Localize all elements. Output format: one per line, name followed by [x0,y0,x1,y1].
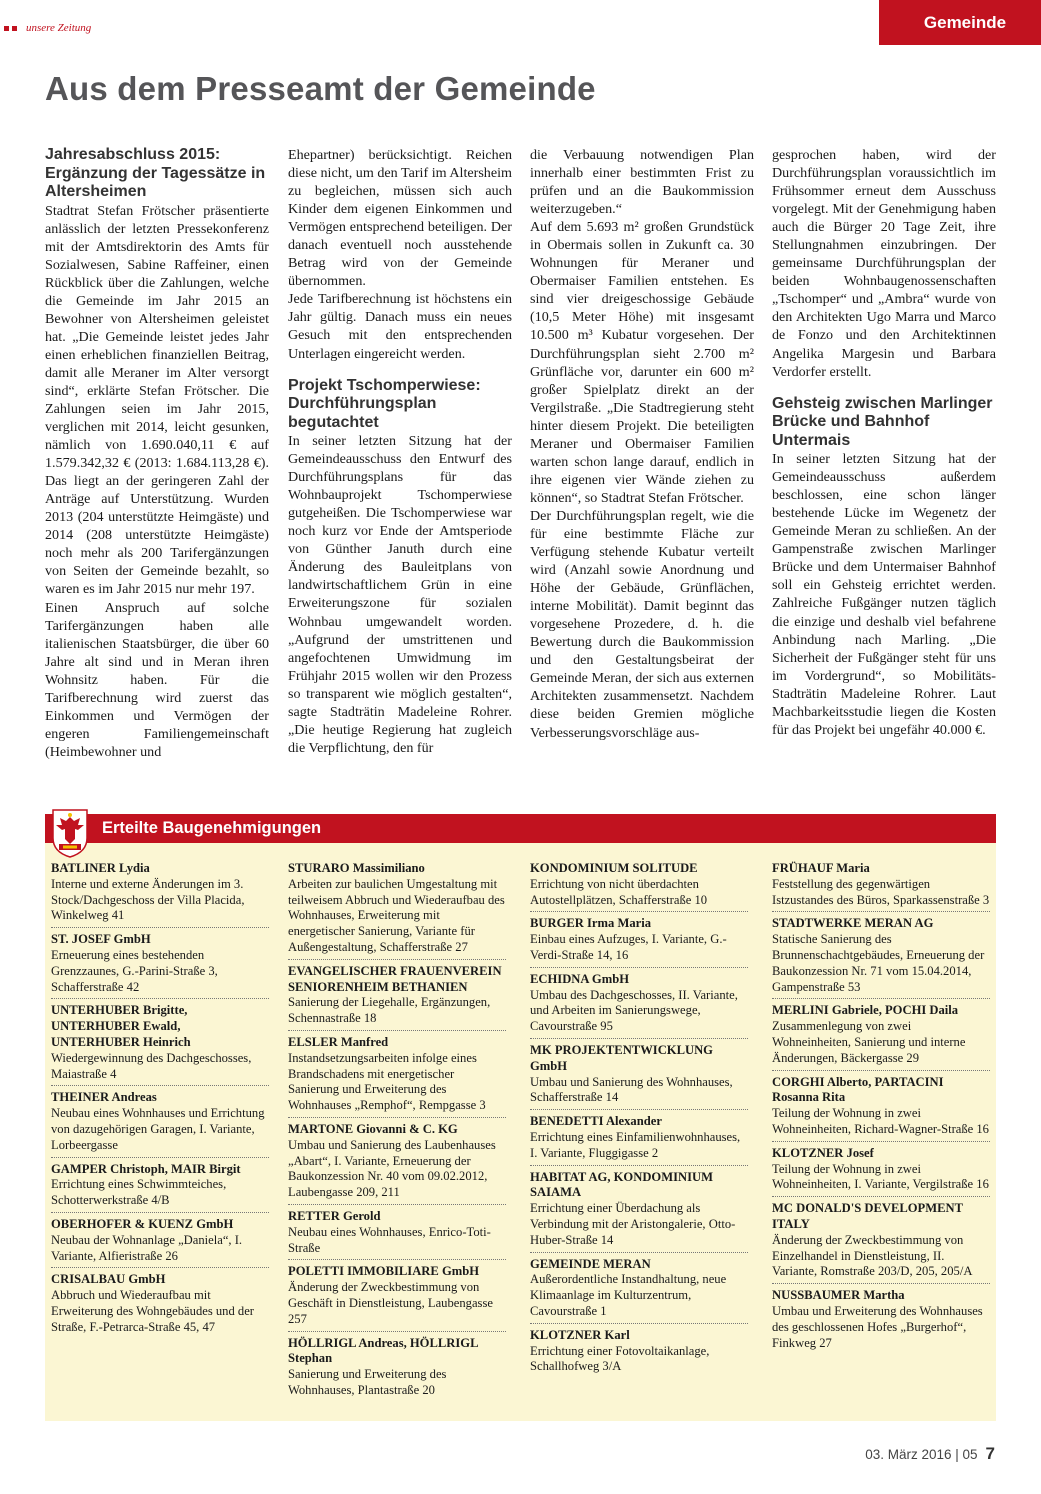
permit-description: Sanierung und Erweiterung des Wohnhauses, Plantastraße 20 [288,1367,447,1397]
article-paragraph: Jede Tarifberechnung ist höchstens ein Jahr gültig. Danach muss ein neues Gesuch mit den entsprechenden Unterlagen eingereicht werden. [288,291,512,362]
permit-applicant: STURARO Massimiliano [288,861,425,875]
permit-applicant: HÖLLRIGL Andreas, HÖLLRIGL Stephan [288,1335,478,1366]
permit-description: Wiedergewinnung des Dachgeschosses, Maiastraße 4 [51,1050,252,1081]
permit-applicant: KLOTZNER Karl [530,1327,630,1342]
permit-applicant: MERLINI Gabriele, POCHI Daila [772,1003,959,1018]
permit-entry [288,1264,506,1331]
permit-entry [530,1170,748,1253]
permit-applicant: CORGHI Alberto, PARTACINI Rosanna Rita [772,1074,944,1105]
permit-entry [530,1257,748,1324]
article-paragraph: Stadtrat Stefan Frötscher präsentierte anlässlich der letzten Pressekonferenz mit der Amtsdirektorin des Amts für Sozialwesen, Sabine Raffeiner, einen Rückblick über die Zahlungen, welche die Gemeinde im Jahr 2015 an Bewohner von Altersheimen geleistet hat. „Die Gemeinde leistet jedes Jahr einen erheblichen finanziellen Beitrag, damit alle Meraner im Alter versorgt sind“, erklärte Stefan Frötscher. Die Zahlungen seien im Jahr 2015, verglichen mit 2014, leicht gesunken, nämlich von 1.690.040,11 € auf 1.579.342,32 € (2013: 1.684.113,28 €). Das liegt an der geringeren Zahl der Anträge auf Unterstützung. Wurden 2013 (204 unterstützte Heimgäste) und 2014 (208 unterstützte Heimgäste) noch mehr als 200 Tarifergänzungen von Seiten der Gemeinde bezahlt, so waren es im Jahr 2015 nur mehr 197. [45,202,269,598]
permit-description: Zusammenlegung von zwei Wohneinheiten, Sanierung und interne Änderungen, Bäckergasse 29 [772,1019,966,1065]
permit-description: Einbau eines Aufzuges, I. Variante, G.-Verdi-Straße 14, 16 [530,932,727,962]
permits-column-4 [772,861,990,1358]
permit-applicant: MK PROJEKTENTWICKLUNG GmbH [530,1042,713,1073]
permit-entry [288,1336,506,1402]
permit-description: Instandsetzungsarbeiten infolge eines Brandschadens mit energetischer Sanierung und Erweiterung des Wohnhauses „Remphof“, Rempgasse 3 [288,1050,486,1113]
permit-description: Errichtung eines Einfamilienwohnhauses, I. Variante, Fluggigasse 2 [530,1129,741,1160]
permit-entry [51,1217,269,1268]
article-column-4 [772,146,996,739]
permit-applicant: BURGER Irma Maria [530,916,652,931]
permit-applicant: ST. JOSEF GmbH [51,932,151,947]
permit-description: Abbruch und Wiederaufbau mit Erweiterung des Wohngebäudes und der Straße, F.-Petrarca-Straße 45, 47 [51,1288,254,1334]
article-paragraph: Der Durchführungsplan regelt, wie die für eine bestimmte Fläche zur Verfügung stehende Kubatur verteilt wird (Anzahl sowie Anordnung und Höhe der Gebäude, Grünflächen, interne Mobilität). Damit beginnt das vorgesehene Prozedere, d. h. die Bewertung durch die Baukommission und den Gestaltungsbeirat der Gemeinde Meran, der sich aus externen Architekten zusammensetzt. Nachdem diese beiden Gremien mögliche Verbesserungsvorschläge aus- [530,507,754,741]
permit-entry [288,1122,506,1205]
permit-entry [530,1114,748,1165]
permits-column-3 [530,861,748,1382]
permits-box [45,814,996,1421]
article-column-1 [45,146,269,761]
permit-entry [772,1075,990,1142]
permit-applicant: KONDOMINIUM SOLITUDE [530,861,698,875]
permit-applicant: UNTERHUBER Brigitte, UNTERHUBER Ewald, UNTERHUBER Heinrich [51,1003,191,1049]
permit-description: Errichtung einer Überdachung als Verbindung mit der Aristongalerie, Otto-Huber-Straße 14 [530,1201,736,1247]
permit-description: Außerordentliche Instandhaltung, neue Klimaanlage im Kulturzentrum, Cavourstraße 1 [530,1272,727,1318]
permit-applicant: STADTWERKE MERAN AG [772,916,934,931]
permit-description: Erneuerung eines bestehenden Grenzzaunes, G.-Parini-Straße 3, Schafferstraße 42 [51,947,218,994]
article-paragraph: Einen Anspruch auf solche Tarifergänzungen haben alle italienischen Staatsbürger, die über 60 Jahre alt sind und in Meran ihren Wohnsitz haben. Für die Tarifberechnung wird zuerst das Einkommen und Vermögen der engeren Familiengemeinschaft (Heimbewohner und [45,599,269,760]
permit-applicant: KLOTZNER Josef [772,1145,874,1160]
permit-entry [530,1043,748,1110]
permit-applicant: BENEDETTI Alexander [530,1114,662,1129]
page-title: Aus dem Presseamt der Gemeinde [45,70,596,107]
permit-entry [772,1146,990,1197]
permit-description: Arbeiten zur baulichen Umgestaltung mit teilweisem Abbruch und Wiederaufbau des Wohnhauses, Erweiterung mit energetischer Sanierung, Variante für Außengestaltung, Schafferstraße 27 [288,876,505,954]
permit-description: Änderung der Zweckbestimmung von Einzelhandel in Dienstleistung, II. Variante, Romstraße 203/D, 205, 205/A [772,1232,973,1279]
permit-applicant: THEINER Andreas [51,1090,157,1105]
page-number: 7 [985,1444,995,1463]
permit-description: Teilung der Wohnung in zwei Wohneinheiten, Richard-Wagner-Straße 16 [772,1106,989,1136]
permit-entry [772,1201,990,1284]
permit-description: Umbau des Dachgeschosses, II. Variante, und Arbeiten im Sanierungswege, Cavourstraße 95 [530,987,738,1034]
permit-entry [772,1003,990,1070]
permit-applicant: NUSSBAUMER Martha [772,1288,905,1303]
section-tab: Gemeinde [879,0,1041,45]
permit-applicant: MARTONE Giovanni & C. KG [288,1121,458,1136]
permit-applicant: RETTER Gerold [288,1208,381,1223]
permit-description: Änderung der Zweckbestimmung von Geschäft in Dienstleistung, Laubengasse 257 [288,1280,493,1326]
article-column-3 [530,146,754,742]
permit-entry [51,932,269,999]
permit-entry [530,972,748,1039]
permit-description: Errichtung von nicht überdachten Autostellplätzen, Schafferstraße 10 [530,876,708,907]
permits-title: Erteilte Baugenehmigungen [102,819,322,837]
brand-square-icon [12,26,17,31]
permit-description: Errichtung eines Schwimmteiches, Schotterwerkstraße 4/B [51,1177,227,1208]
page-footer [865,1444,995,1464]
permit-entry [51,1272,269,1338]
permit-entry [51,1162,269,1213]
permit-description: Statische Sanierung des Brunnenschachtgebäudes, Erneuerung der Baukonzession Nr. 71 vom 15.04.2014, Gampenstraße 53 [772,932,985,994]
permit-applicant: FRÜHAUF Maria [772,861,870,875]
article-paragraph: gesprochen haben, wird der Durchführungsplan voraussichtlich im Frühsommer erneut dem Ausschuss vorgelegt. Mit der Genehmigung haben auch die Bürger 20 Tage Zeit, ihre Stellungnahmen einzubringen. Der gemeinsame Durchführungsplan der beiden Wohnbaugenossenschaften „Tschomper“ und „Ambra“ wurde von den Architekten Ugo Marra und Marco de Fonzo und den Architektinnen Angelika Margesin und Barbara Verdorfer erstellt. [772,147,996,380]
article-paragraph: Auf dem 5.693 m² großen Grundstück in Obermais sollen in Zukunft ca. 30 Wohnungen für Meraner und Obermaiser Familien entstehen. Es sind vier dreigeschossige Gebäude (10,5 Meter Höhe) mit insgesamt 10.500 m³ Kubatur vorgesehen. Der Durchführungsplan sieht 2.700 m² Grünfläche vor, darunter ein 600 m² großer Spielplatz direkt an der Vergilstraße. „Die Stadtregierung steht hinter diesem Projekt. Die beteiligten Meraner und Obermaiser Familien warten schon lange darauf, endlich in ihre eigenen vier Wände ziehen zu können“, so Stadtrat Stefan Frötscher. [530,219,754,506]
permit-description: Neubau eines Wohnhauses, Enrico-Toti-Straße [288,1224,491,1255]
permit-entry [530,916,748,967]
permits-column-1 [51,861,269,1343]
permit-applicant: GEMEINDE MERAN [530,1256,651,1271]
permit-description: Neubau eines Wohnhauses und Errichtung von dazugehörigen Garagen, I. Variante, Lorbeergasse [51,1106,265,1152]
permit-applicant: OBERHOFER & KUENZ GmbH [51,1216,234,1231]
permit-entry [772,916,990,999]
article-paragraph: die Verbauung notwendigen Plan innerhalb einer bestimmten Frist zu prüfen und an die Baukommission weiterzugeben.“ [530,147,754,218]
article-paragraph: Ehepartner) berücksichtigt. Reichen diese nicht, um den Tarif im Altersheim zu begleichen, müssen sich auch Kinder dem eigenen Einkommen und Vermögen entsprechend beteiligen. Der danach eventuell noch ausstehende Betrag wird von der Gemeinde übernommen. [288,147,512,290]
permits-header [45,814,996,843]
permit-applicant: HABITAT AG, KONDOMINIUM SAIAMA [530,1169,713,1200]
brand-logo [4,22,91,34]
permit-applicant: POLETTI IMMOBILIARE GmbH [288,1264,480,1279]
permit-entry [288,1209,506,1260]
permit-applicant: MC DONALD'S DEVELOPMENT ITALY [772,1201,963,1231]
permit-entry [288,964,506,1031]
permit-applicant: ECHIDNA GmbH [530,971,630,986]
permit-description: Errichtung einer Fotovoltaikanlage, Schallhofweg 3/A [530,1343,710,1374]
permit-entry [772,861,990,912]
article-heading: Projekt Tschomperwiese: Durchführungsplan begutachtet [288,376,481,431]
permit-description: Sanierung der Liegehalle, Ergänzungen, Schennastraße 18 [288,995,491,1026]
article-paragraph: In seiner letzten Sitzung hat der Gemeindeausschuss den Entwurf des Durchführungsplans für das Wohnbauprojekt Tschomperwiese gutgeheißen. Die Tschomperwiese war noch kurz vor Ende der Amtsperiode von Günther Januth durch eine Änderung des Bauleitplans von landwirtschaftlichem Grün in eine Erweiterungszone für sozialen Wohnbau umgewandelt worden. „Aufgrund der umstrittenen und angefochtenen Umwidmung im Frühjahr 2015 wollen wir den Prozess so transparent wie möglich gestalten“, sagte Stadträtin Madeleine Rohrer. „Die heutige Regierung hat zugleich die Verpflichtung, den für [288,433,512,756]
permit-applicant: CRISALBAU GmbH [51,1272,166,1287]
permit-description: Umbau und Sanierung des Wohnhauses, Schafferstraße 14 [530,1074,733,1105]
permit-applicant: GAMPER Christoph, MAIR Birgit [51,1161,241,1176]
permit-applicant: ELSLER Manfred [288,1034,389,1049]
article-paragraph: In seiner letzten Sitzung hat der Gemeindeausschuss außerdem beschlossen, eine schon länger bestehende Lücke im Wegenetz der Gemeinde Meran zu schließen. An der Gampenstraße zwischen Marlinger Brücke und dem Untermaiser Bahnhof soll ein Gehsteig errichtet werden. Zahlreiche Fußgänger nutzen täglich die einzige und deshalb viel befahrene Anbindung nach Marling. „Die Sicherheit der Fußgänger steht für uns im Vordergrund“, so Mobilitäts-Stadträtin Madeleine Rohrer. Laut Machbarkeitsstudie liegen die Kosten für das Projekt bei ungefähr 40.000 €. [772,451,996,738]
brand-square-icon [4,26,9,31]
permit-entry [51,1090,269,1157]
coat-of-arms-eagle-icon [51,808,89,858]
permit-entry [51,1003,269,1086]
article-heading: Jahresabschluss 2015: Ergänzung der Tagessätze in Altersheimen [45,146,266,200]
permit-entry [772,1288,990,1354]
permit-description: Feststellung des gegenwärtigen Istzustandes des Büros, Sparkassenstraße 3 [772,876,990,907]
issue-date: 03. März 2016 | 05 [865,1447,978,1462]
brand-name: unsere Zeitung [26,22,92,34]
permit-entry [51,861,269,928]
permit-description: Umbau und Erweiterung des Wohnhauses des geschlossenen Hofes „Burgerhof“, Finkweg 27 [772,1303,983,1350]
permit-description: Interne und externe Änderungen im 3. Stock/Dachgeschoss der Villa Placida, Winkelweg 41 [51,876,245,923]
permit-entry [288,861,506,960]
permit-description: Teilung der Wohnung in zwei Wohneinheiten, I. Variante, Vergilstraße 16 [772,1161,989,1192]
permit-applicant: EVANGELISCHER FRAUENVEREIN SENIORENHEIM BETHANIEN [288,963,502,994]
permit-applicant: BATLINER Lydia [51,861,150,875]
permits-column-2 [288,861,506,1406]
permit-description: Neubau der Wohnanlage „Daniela“, I. Variante, Alfieristraße 26 [51,1232,243,1263]
permit-entry [530,861,748,912]
article-heading: Gehsteig zwischen Marlinger Brücke und Bahnhof Untermais [772,394,993,449]
permit-description: Umbau und Sanierung des Laubenhauses „Abart“, I. Variante, Erneuerung der Baukonzession Nr. 40 vom 09.02.2012, Laubengasse 209, 211 [288,1137,496,1200]
permit-entry [288,1035,506,1118]
article-column-2 [288,146,512,757]
permit-entry [530,1328,748,1378]
